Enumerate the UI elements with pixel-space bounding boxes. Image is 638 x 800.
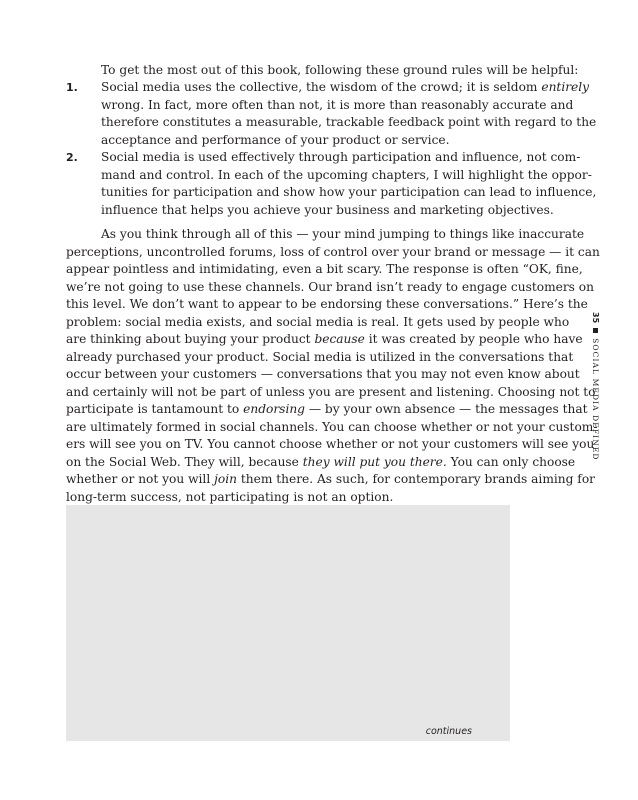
text-line xyxy=(101,184,597,202)
text-run: perceptions, uncontrolled forums, loss of control over your brand or message — it can xyxy=(66,244,600,259)
page-number: 35 xyxy=(591,312,600,324)
text-run: wrong. In fact, more often than not, it is more than reasonably accurate and xyxy=(101,97,574,112)
text-run: this level. We don’t want to appear to be endorsing these conversations.” Here’s the xyxy=(66,297,588,311)
sidebar-box xyxy=(66,505,510,741)
text-line xyxy=(101,132,518,150)
text-run: ers will see you on TV. You cannot choose whether or not your customers will see you xyxy=(66,437,595,451)
text-line xyxy=(66,279,594,297)
text-line xyxy=(66,314,570,332)
text-line xyxy=(66,401,588,419)
rule-number: 1. xyxy=(66,81,78,94)
italic-text: because xyxy=(314,332,365,346)
rule-text xyxy=(101,79,597,149)
text-line xyxy=(66,349,574,367)
text-run: therefore constitutes a measurable, trackable feedback point with regard to the xyxy=(101,115,597,129)
text-run: are ultimately formed in social channels. You can choose whether or not your custom- xyxy=(66,419,598,434)
text-line xyxy=(66,471,595,489)
running-head xyxy=(586,312,602,462)
text-run: it was created by people who have xyxy=(364,332,583,346)
section-title: SOCIAL MEDIA DEFINED xyxy=(591,338,600,461)
text-run: and certainly will not be part of unless you are present and listening. Choosing not to xyxy=(66,384,596,399)
text-line xyxy=(66,331,583,349)
italic-text: endorsing xyxy=(243,402,305,416)
italic-text: join xyxy=(214,472,237,486)
text-line xyxy=(66,261,583,279)
text-line xyxy=(101,79,590,97)
text-run: participate is tantamount to xyxy=(66,402,244,416)
text-line xyxy=(66,226,585,244)
italic-text: entirely xyxy=(541,80,590,94)
text-line xyxy=(66,419,598,437)
text-line xyxy=(101,97,574,115)
text-run: influence that helps you achieve your business and marketing objectives. xyxy=(101,202,554,217)
text-run: already purchased your product. Social media is utilized in the conversations that xyxy=(66,349,574,364)
text-line xyxy=(66,454,576,472)
text-run: on the Social Web. They will, because xyxy=(66,454,303,469)
text-line xyxy=(101,149,581,167)
continues-label: continues xyxy=(425,726,472,737)
text-line xyxy=(66,296,588,314)
text-line xyxy=(66,366,580,384)
text-run: Social media is used effectively through participation and influence, not com- xyxy=(101,150,581,164)
rule-number: 2. xyxy=(66,151,78,164)
text-line xyxy=(101,114,597,132)
intro-paragraph: To get the most out of this book, following these ground rules will be helpful: xyxy=(101,63,579,77)
text-run: are thinking about buying your product xyxy=(66,332,315,346)
text-run: we’re not going to use these channels. Our brand isn’t ready to engage customers on xyxy=(66,279,594,294)
square-bullet-icon xyxy=(593,328,598,333)
text-line xyxy=(66,244,600,262)
rule-text xyxy=(101,149,597,219)
text-run: long-term success, not participating is not an option. xyxy=(66,489,394,504)
text-run: — by your own absence — the messages that xyxy=(305,402,588,416)
text-run: Social media uses the collective, the wisdom of the crowd; it is seldom xyxy=(101,80,542,94)
text-run: appear pointless and intimidating, even a bit scary. The response is often “OK, fine, xyxy=(66,262,583,276)
text-line xyxy=(101,167,592,185)
text-line xyxy=(66,436,595,454)
text-run: problem: social media exists, and social media is real. It gets used by people who xyxy=(66,314,570,329)
text-run: tunities for participation and show how your participation can lead to influence, xyxy=(101,185,597,199)
text-run: acceptance and performance of your product or service. xyxy=(101,132,450,147)
text-line xyxy=(66,384,596,402)
text-run: occur between your customers — conversations that you may not even know about xyxy=(66,367,580,381)
text-run: You can only choose xyxy=(446,454,576,469)
text-line xyxy=(101,202,554,220)
text-line xyxy=(66,489,516,507)
italic-text: they will put you there. xyxy=(302,454,447,469)
text-run: them there. As such, for contemporary brands aiming for xyxy=(236,472,595,486)
text-run: mand and control. In each of the upcoming chapters, I will highlight the oppor- xyxy=(101,167,592,182)
text-run: As you think through all of this — your mind jumping to things like inaccurate xyxy=(101,227,585,241)
text-run: whether or not you will xyxy=(66,472,215,486)
